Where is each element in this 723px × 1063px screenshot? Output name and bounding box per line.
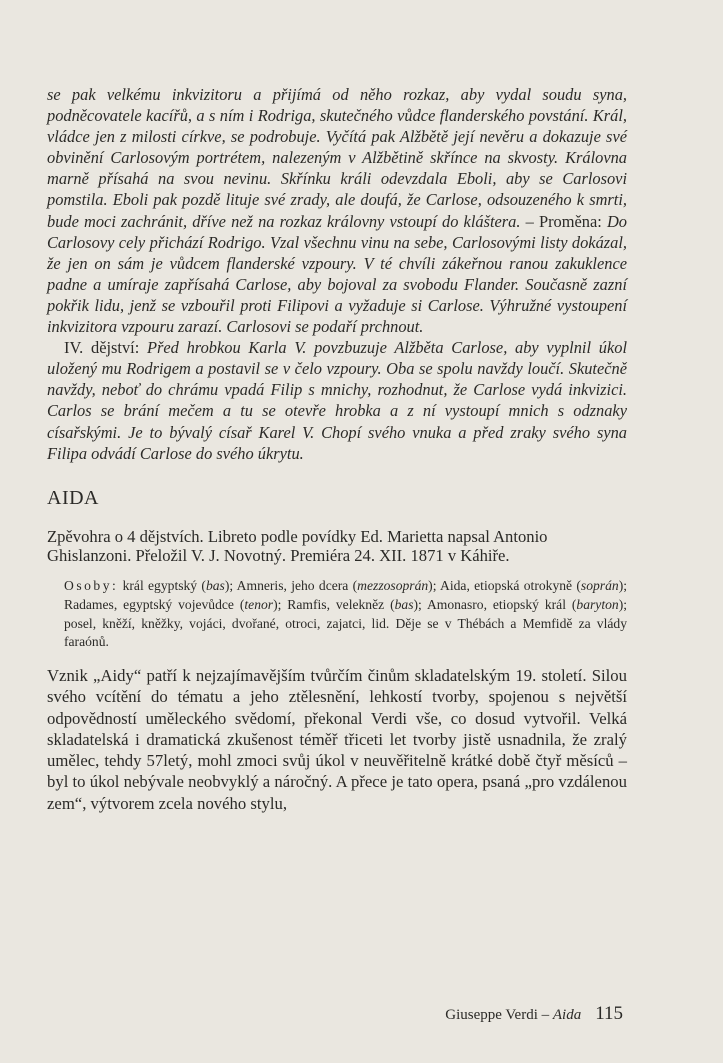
page-number: 115 <box>595 1003 623 1024</box>
footer-title: Aida <box>552 1007 582 1023</box>
scene-change-text: Do Carlosovy cely přichází Rodrigo. Vzal všechnu vinu na sebe, Carlosovými listy dokázal, že jen on sám je vůdcem flanderské vzpoury. V té chvíli zákeřnou ranou zakuklence padne a umíraje zapřísahá Carlose, aby bojoval za svobodu Flander. Současně zazní pokřik lidu, jenž se vzbouřil proti Filipovi a vyžaduje si Carlose. Výhružné vystoupení inkvizitora vzpouru zarazí. Carlosovi se podaří prchnout. <box>47 211 627 337</box>
cast-text: ); Aida, etiopská otrokyně ( <box>428 578 581 594</box>
page-footer <box>445 1003 623 1026</box>
act-label: IV. dějství: <box>64 338 148 358</box>
cast-text: ); Radames, egyptský vojevůdce ( <box>64 578 627 612</box>
opera-intro: Zpěvohra o 4 dějstvích. Libreto podle povídky Ed. Marietta napsal Antonio Ghislanzoni. Přeložil V. J. Novotný. Premiéra 24. XII. 1871 v Káhiře. <box>47 526 548 566</box>
cast-text: ); Amneris, jeho dcera ( <box>224 578 358 594</box>
cast-text: ); Amonasro, etiopský král ( <box>413 596 577 612</box>
voice-type: tenor <box>244 596 274 612</box>
cast-text: ); posel, kněží, kněžky, vojáci, dvořané, otroci, zajatci, lid. Děje se v Thébách a Memfidě za vlády faraónů. <box>64 596 628 650</box>
voice-type: baryton <box>576 596 619 612</box>
cast-list <box>47 577 627 652</box>
synopsis-text: se pak velkému inkvizitoru a přijímá od něho rozkaz, aby vydal soudu syna, podněcovatele kacířů, a s ním i Rodriga, skutečného vůdce flanderského povstání. Král, vládce jen z milosti církve, se podrobuje. Vyčítá pak Alžbětě její nevěru a dokazuje své obvinění Carlosovým portrétem, nalezeným v Alžbětině skřínce na skvosty. Královna marně přísahá na svou nevinu. Skřínku králi odevzdala Eboli, aby se Carlosovi pomstila. Eboli pak pozdě lituje své zrady, ale doufá, že Carlose, odsouzeného k smrti, bude moci zachránit, dříve než na rozkaz královny vstoupí do kláštera. <box>47 85 627 231</box>
voice-type: bas <box>205 578 225 594</box>
cast-text: ); Ramfis, velekněz ( <box>273 596 395 612</box>
section-title: AIDA <box>47 486 99 509</box>
cast-text: král egyptský ( <box>118 578 206 594</box>
voice-type: bas <box>394 596 414 612</box>
footer-author: Giuseppe Verdi – <box>445 1007 553 1023</box>
cast-label: Osoby: <box>64 578 119 594</box>
act-text: Před hrobkou Karla V. povzbuzuje Alžběta Carlose, aby vyplnil úkol uložený mu Rodrigem a postavil se v čelo vzpoury. Oba se spolu navždy loučí. Skutečně navždy, neboť do chrámu vpadá Filip s mnichy, rozhodnut, že Carlose vydá inkvizici. Carlos se brání mečem a tu se otevře hrobka a z ní vystoupí mnich s odznaky císařskými. Je to bývalý císař Karel V. Chopí svého vnuka a před zraky svého syna Filipa odvádí Carlose do svého úkrytu. <box>47 338 627 463</box>
voice-type: mezzosoprán <box>357 578 429 594</box>
page-content <box>47 84 627 814</box>
voice-type: soprán <box>580 578 619 594</box>
synopsis-paragraph <box>47 84 627 464</box>
scene-change-label: – Proměna: <box>520 211 607 231</box>
body-paragraph: Vznik „Aidy“ patří k nejzajímavějším tvůrčím činům skladatelským 19. století. Silou svého vcítění do tématu a jeho ztělesnění, lehkostí tvorby, spojenou s největší odpovědností uměleckého svědomí, překonal Verdi vše, co dosud vytvořil. Velká skladatelská i dramatická zkušenost téměř třiceti let tvorby jistě usnadnila, že zralý umělec, tehdy 57letý, mohl zmoci svůj úkol v neuvěřitelně krátké době čtyř měsíců – byl to úkol nebývale neobvyklý a náročný. A přece je tato opera, psaná „pro vzdálenou zem“, výtvorem zcela nového stylu, <box>47 665 627 813</box>
